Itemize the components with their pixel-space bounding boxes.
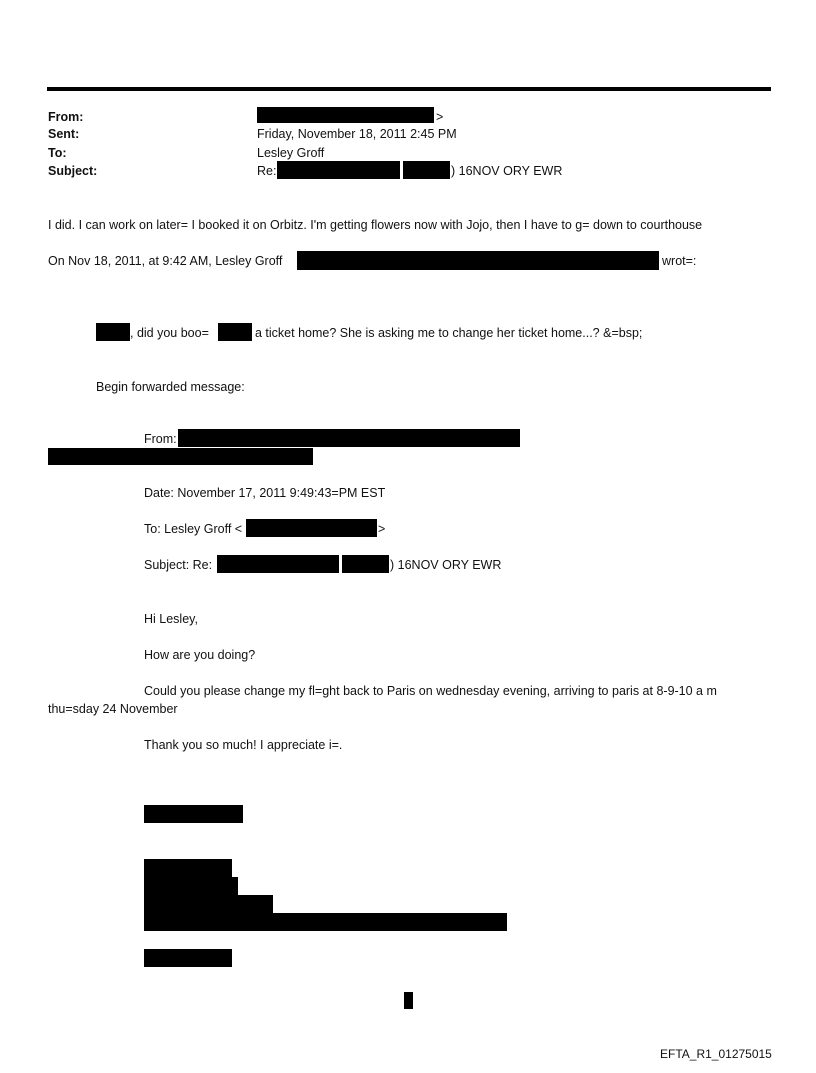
redaction-from-address xyxy=(257,107,434,123)
redaction-signature-line-1 xyxy=(144,859,232,877)
sent-label: Sent: xyxy=(48,127,80,141)
redaction-person-name xyxy=(218,323,252,341)
fwd-subject-prefix: Subject: Re: xyxy=(144,558,213,572)
subject-prefix: Re: xyxy=(257,164,277,178)
header-rule xyxy=(47,87,771,91)
redaction-quote-email xyxy=(297,251,659,270)
fwd-request-line-2: thu=sday 24 November xyxy=(48,702,178,716)
redaction-signature-line-2 xyxy=(144,877,238,895)
reply-line: I did. I can work on later= I booked it on Orbitz. I'm getting flowers now with Jojo, then I have to g= down to courthouse xyxy=(48,218,703,232)
fwd-to-suffix: > xyxy=(378,522,386,536)
fwd-thanks: Thank you so much! I appreciate i=. xyxy=(144,738,343,752)
from-value: > xyxy=(436,110,444,124)
sent-value: Friday, November 18, 2011 2:45 PM xyxy=(257,127,457,141)
quote-intro-prefix: On Nov 18, 2011, at 9:42 AM, Lesley Groff xyxy=(48,254,283,268)
subject-label: Subject: xyxy=(48,164,98,178)
redaction-subject-2 xyxy=(403,161,450,179)
redaction-signature-line-5 xyxy=(144,949,232,967)
reply-part-2: a ticket home? She is asking me to change her ticket home...? &=bsp; xyxy=(255,326,643,340)
redaction-signature-name xyxy=(144,805,243,823)
fwd-how-are-you: How are you doing? xyxy=(144,648,256,662)
fwd-to-prefix: To: Lesley Groff < xyxy=(144,522,243,536)
redaction-subject-1 xyxy=(277,161,400,179)
forwarded-heading: Begin forwarded message: xyxy=(96,380,245,394)
redaction-small-mark xyxy=(404,992,413,1009)
redaction-fwd-to xyxy=(246,519,377,537)
fwd-greeting: Hi Lesley, xyxy=(144,612,198,626)
fwd-request-line-1: Could you please change my fl=ght back to Paris on wednesday evening, arriving to paris at 8-9-10 a m xyxy=(144,684,717,698)
redaction-fwd-subject-1 xyxy=(217,555,339,573)
quote-intro-suffix: wrot=: xyxy=(662,254,697,268)
fwd-subject-suffix: ) 16NOV ORY EWR xyxy=(390,558,502,572)
redaction-signature-line-3 xyxy=(144,895,273,913)
fwd-date: Date: November 17, 2011 9:49:43=PM EST xyxy=(144,486,386,500)
redaction-fwd-subject-2 xyxy=(342,555,389,573)
to-value: Lesley Groff xyxy=(257,146,325,160)
fwd-from-label: From: xyxy=(144,432,177,446)
subject-suffix: ) 16NOV ORY EWR xyxy=(451,164,563,178)
redaction-fwd-from-2 xyxy=(48,448,313,465)
redaction-signature-line-4 xyxy=(144,913,507,931)
bates-number: EFTA_R1_01275015 xyxy=(660,1047,772,1061)
redaction-recipient-name xyxy=(96,323,130,341)
redaction-fwd-from-1 xyxy=(178,429,520,447)
to-label: To: xyxy=(48,146,67,160)
reply-part-1: , did you boo= xyxy=(130,326,209,340)
from-label: From: xyxy=(48,110,84,124)
